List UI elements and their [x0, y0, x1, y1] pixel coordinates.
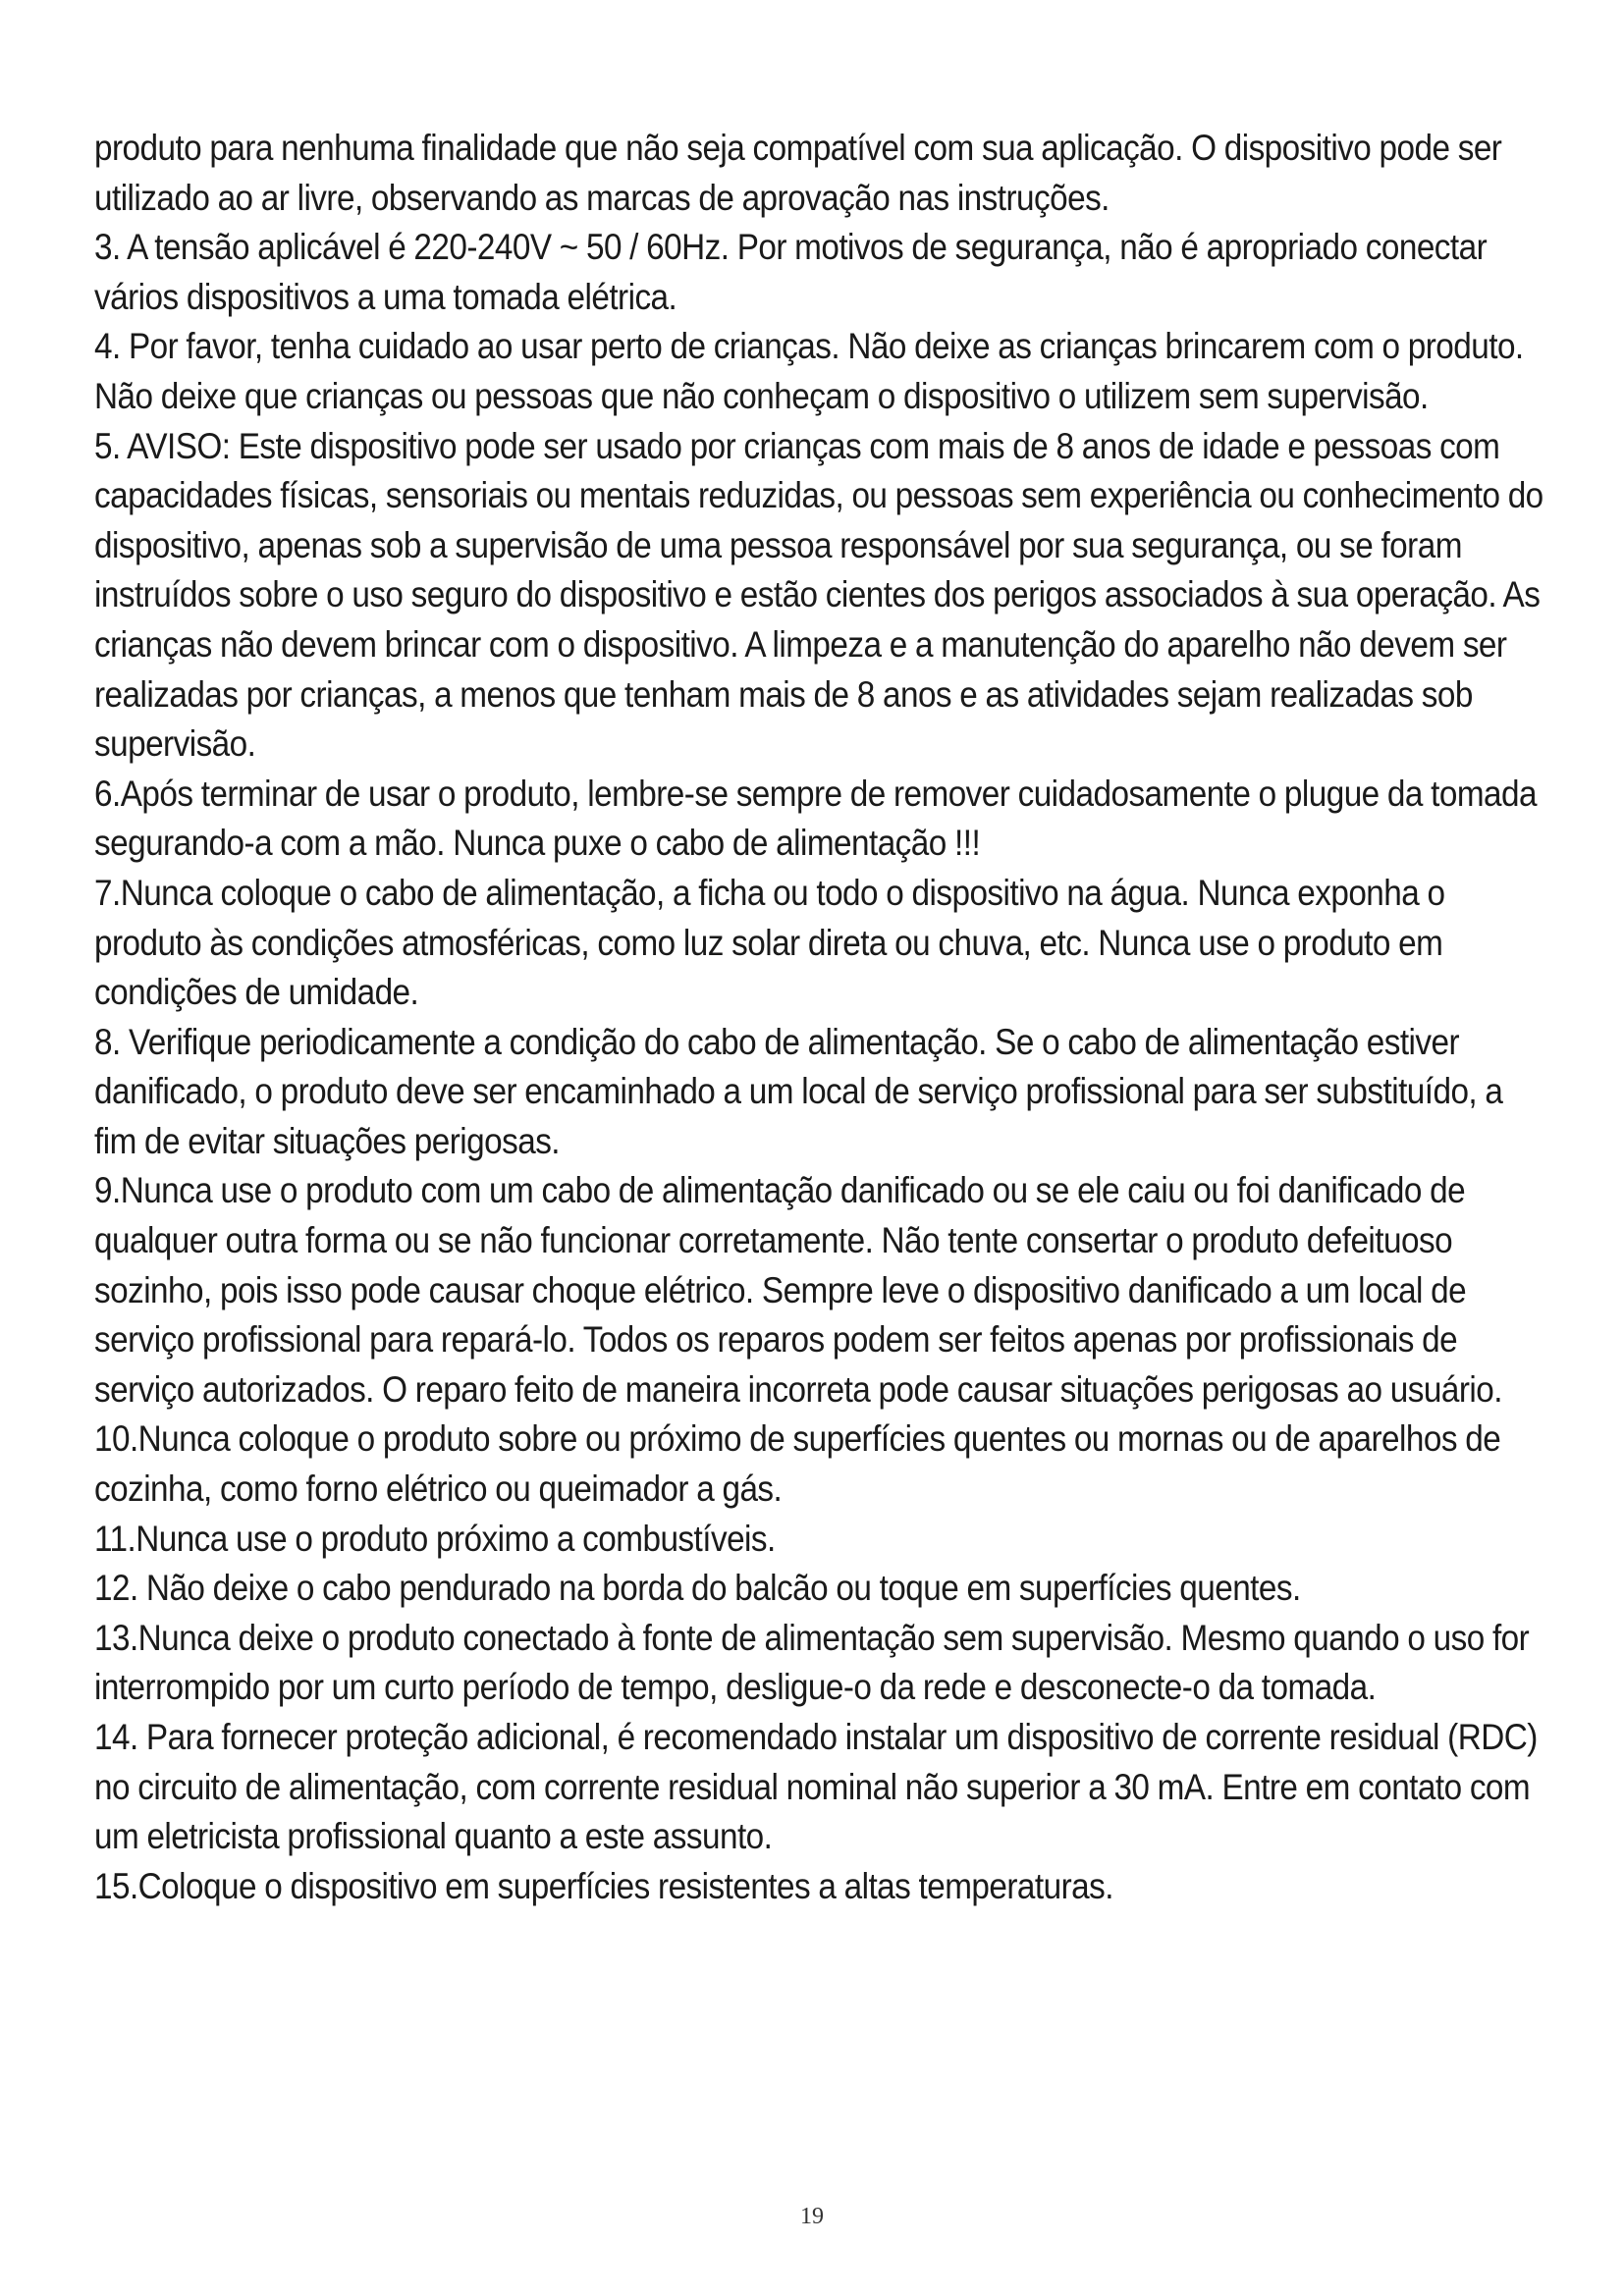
body-text [94, 124, 1548, 1911]
paragraph-item-5: 5. AVISO: Este dispositivo pode ser usado por crianças com mais de 8 anos de idade e pessoas com capacidades físicas, sensoriais ou mentais reduzidas, ou pessoas sem experiência ou conhecimento do dispositivo, apenas sob a supervisão de uma pessoa responsável por sua segurança, ou se foram instruídos sobre o uso seguro do dispositivo e estão cientes dos perigos associados à sua operação. As crianças não devem brincar com o dispositivo. A limpeza e a manutenção do aparelho não devem ser realizadas por crianças, a menos que tenham mais de 8 anos e as atividades sejam realizadas sob supervisão. [94, 425, 1543, 765]
paragraph-item-6: 6.Após terminar de usar o produto, lembre-se sempre de remover cuidadosamente o plugue da tomada segurando-a com a mão. Nunca puxe o cabo de alimentação !!! [94, 773, 1537, 864]
paragraph-item-8: 8. Verifique periodicamente a condição do cabo de alimentação. Se o cabo de alimentação estiver danificado, o produto deve ser encaminhado a um local de serviço profissional para ser substituído, a fim de evitar situações perigosas. [94, 1021, 1503, 1161]
paragraph-item-10: 10.Nunca coloque o produto sobre ou próximo de superfícies quentes ou mornas ou de aparelhos de cozinha, como forno elétrico ou queimador a gás. [94, 1418, 1501, 1510]
paragraph-item-4: 4. Por favor, tenha cuidado ao usar perto de crianças. Não deixe as crianças brincarem com o produto. Não deixe que crianças ou pessoas que não conheçam o dispositivo o utilizem sem supervisão. [94, 326, 1524, 416]
paragraph-item-12: 12. Não deixe o cabo pendurado na borda do balcão ou toque em superfícies quentes. [94, 1568, 1301, 1609]
paragraph-continuation: produto para nenhuma finalidade que não seja compatível com sua aplicação. O dispositivo pode ser utilizado ao ar livre, observando as marcas de aprovação nas instruções. [94, 128, 1502, 218]
paragraph-item-15: 15.Coloque o dispositivo em superfícies resistentes a altas temperaturas. [94, 1865, 1113, 1906]
page-number: 19 [800, 2204, 824, 2229]
paragraph-item-11: 11.Nunca use o produto próximo a combustíveis. [94, 1518, 776, 1559]
paragraph-item-13: 13.Nunca deixe o produto conectado à fonte de alimentação sem supervisão. Mesmo quando o uso for interrompido por um curto período de tempo, desligue-o da rede e desconecte-o da tomada. [94, 1617, 1530, 1708]
paragraph-item-9: 9.Nunca use o produto com um cabo de alimentação danificado ou se ele caiu ou foi danificado de qualquer outra forma ou se não funcionar corretamente. Não tente consertar o produto defeituoso sozinho, pois isso pode causar choque elétrico. Sempre leve o dispositivo danificado a um local de serviço profissional para repará-lo. Todos os reparos podem ser feitos apenas por profissionais de serviço autorizados. O reparo feito de maneira incorreta pode causar situações perigosas ao usuário. [94, 1170, 1502, 1410]
paragraph-item-3: 3. A tensão aplicável é 220-240V ~ 50 / 60Hz. Por motivos de segurança, não é apropriado conectar vários dispositivos a uma tomada elétrica. [94, 227, 1488, 317]
paragraph-item-14: 14. Para fornecer proteção adicional, é recomendado instalar um dispositivo de corrente residual (RDC) no circuito de alimentação, com corrente residual nominal não superior a 30 mA. Entre em contato com um eletricista profissional quanto a este assunto. [94, 1717, 1538, 1857]
paragraph-item-7: 7.Nunca coloque o cabo de alimentação, a ficha ou todo o dispositivo na água. Nunca exponha o produto às condições atmosféricas, como luz solar direta ou chuva, etc. Nunca use o produto em condições de umidade. [94, 872, 1445, 1013]
